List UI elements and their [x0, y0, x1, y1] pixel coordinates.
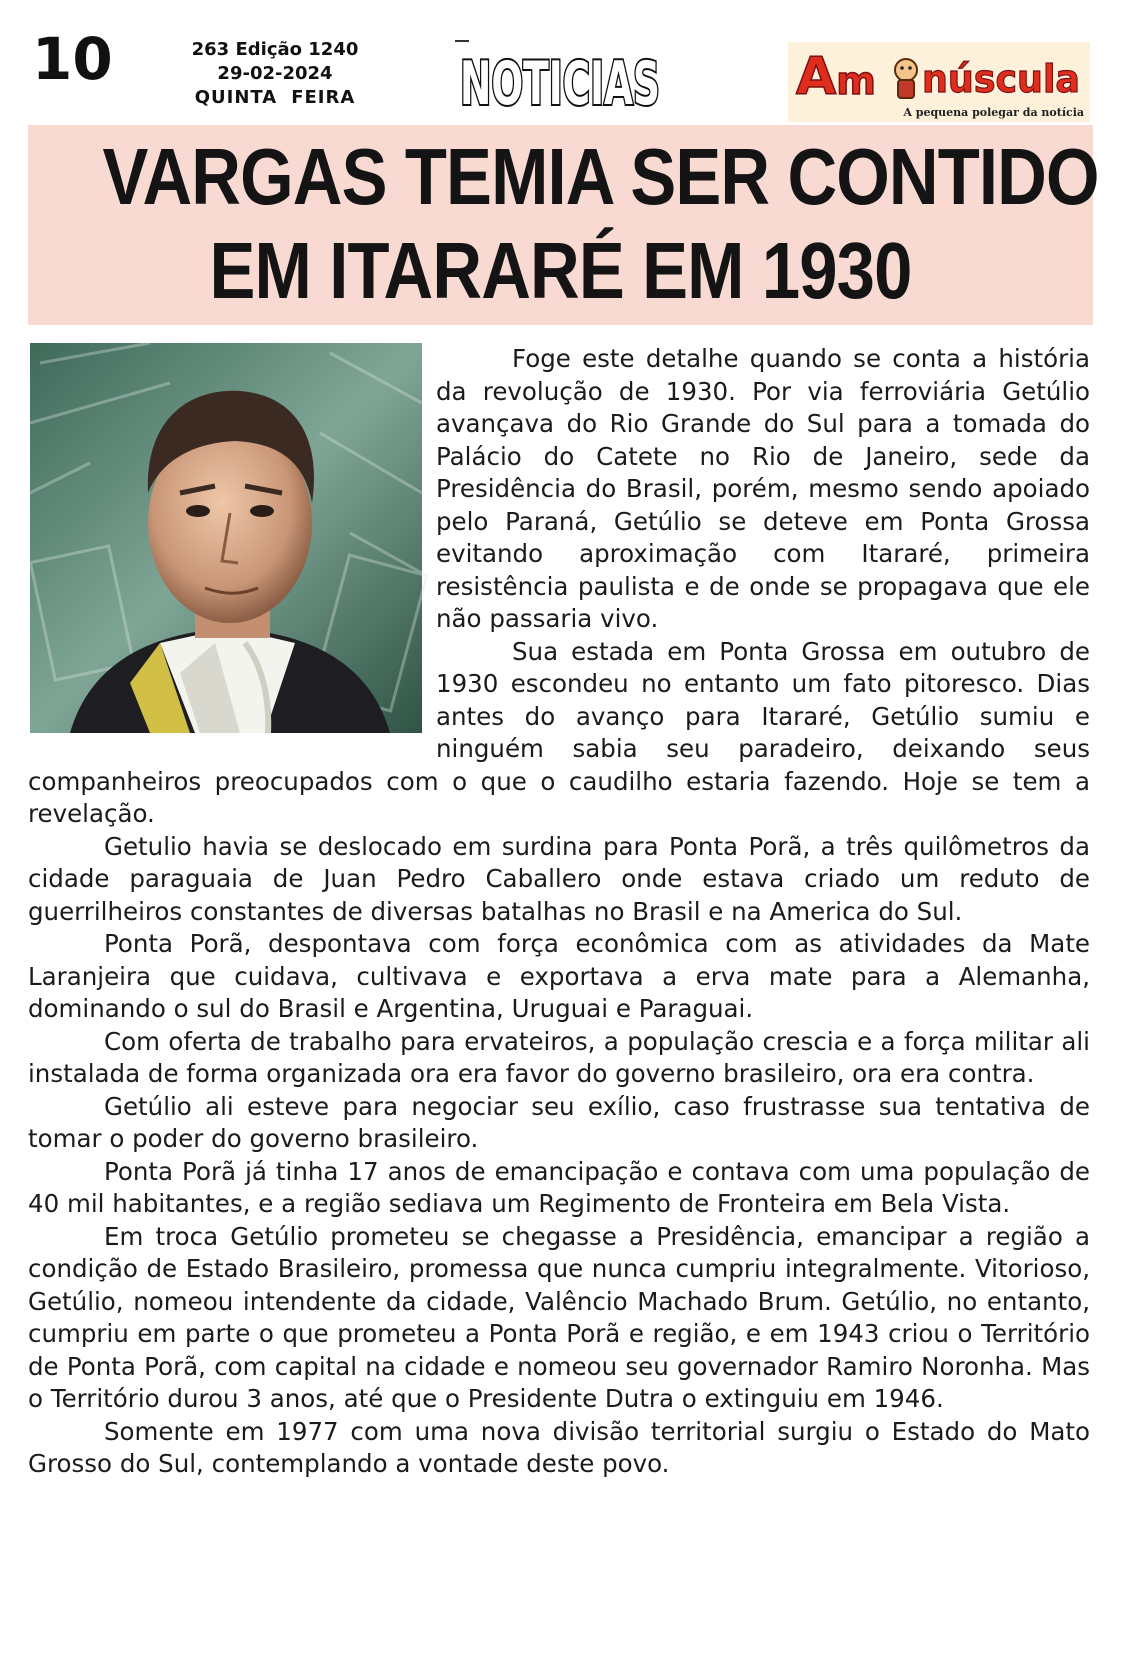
article-paragraph: Somente em 1977 com uma nova divisão territorial surgiu o Estado do Mato Grosso do Sul, contemplando a vontade deste povo.	[28, 1416, 1090, 1478]
brand-letter-m: m	[836, 59, 876, 103]
article-paragraph: Com oferta de trabalho para ervateiros, a população crescia e a força militar ali instalada de forma organizada ora era favor do governo brasileiro, ora era contra.	[28, 1026, 1090, 1088]
headline-band	[28, 125, 1099, 325]
edition-info	[170, 38, 380, 110]
article-paragraph: Em troca Getúlio prometeu se chegasse a Presidência, emancipar a região a condição de Estado Brasileiro, promessa que nunca cumpriu integralmente. Vitorioso, Getúlio, nomeou intendente da cidade, Valêncio Machado Brum. Getúlio, no entanto, cumpriu em parte o que prometeu a Ponta Porã e região, e em 1943 criou o Território de Ponta Porã, com capital na cidade e nomeou seu governador Ramiro Noronha. Mas o Território durou 3 anos, até que o Presidente Dutra o extinguiu em 1946.	[28, 1221, 1090, 1413]
mascot-icon	[895, 59, 917, 98]
weekday-part-2: FEIRA	[291, 87, 356, 108]
edition-weekday	[170, 86, 380, 110]
article-paragraph: Ponta Porã, despontava com força econômica com as atividades da Mate Laranjeira que cuidava, cultivava e exportava a erva mate para a Alemanha, dominando o sul do Brasil e Argentina, Uruguai e Paraguai.	[28, 929, 1090, 1023]
brand-logo	[788, 42, 1090, 122]
edition-date: 29-02-2024	[217, 63, 333, 84]
page-number: 10	[32, 25, 113, 93]
brand-word: núscula	[922, 57, 1080, 101]
headline-line-2: EM ITARARÉ EM 1930	[209, 226, 912, 315]
section-logo-noticias	[455, 38, 665, 119]
brand-letter-a: A	[796, 47, 837, 107]
svg-text:Am	[796, 47, 876, 107]
article-paragraph: Ponta Porã já tinha 17 anos de emancipação e contava com uma população de 40 mil habitantes, e a região sediava um Regimento de Fronteira em Bela Vista.	[28, 1156, 1090, 1218]
article-body	[28, 343, 1090, 1481]
edition-number: 263 Edição 1240	[191, 39, 359, 60]
article-paragraph: Getúlio ali esteve para negociar seu exílio, caso frustrasse sua tentativa de tomar o poder do governo brasileiro.	[28, 1091, 1090, 1153]
brand-tagline: A pequena polegar da notícia	[903, 106, 1084, 119]
section-logo-text: NOTICIAS	[460, 49, 660, 119]
article-paragraph: Sua estada em Ponta Grossa em outubro de 1930 escondeu no entanto um fato pitoresco. Dias antes do avanço para Itararé, Getúlio sumiu e ninguém sabia seu paradeiro, deixando seus companheiros preocupados com o que o caudilho estaria fazendo. Hoje se tem a revelação.	[28, 636, 1090, 828]
article-paragraph: Foge este detalhe quando se conta a história da revolução de 1930. Por via ferroviária Getúlio avançava do Rio Grande do Sul para a tomada do Palácio do Catete no Rio de Janeiro, sede da Presidência do Brasil, porém, mesmo sendo apoiado pelo Paraná, Getúlio se deteve em Ponta Grossa evitando aproximação com Itararé, primeira resistência paulista e de onde se propagava que ele não passaria vivo.	[436, 344, 1090, 633]
photo-float-spacer	[28, 343, 436, 735]
brand-name	[794, 46, 1084, 107]
weekday-part-1: QUINTA	[194, 87, 278, 108]
article-paragraph: Getulio havia se deslocado em surdina para Ponta Porã, a três quilômetros da cidade paraguaia de Juan Pedro Caballero onde estava criado um reduto de guerrilheiros constantes de diversas batalhas no Brasil e na America do Sul.	[28, 831, 1090, 926]
headline-line-1: VARGAS TEMIA SER CONTIDO	[102, 132, 1099, 221]
